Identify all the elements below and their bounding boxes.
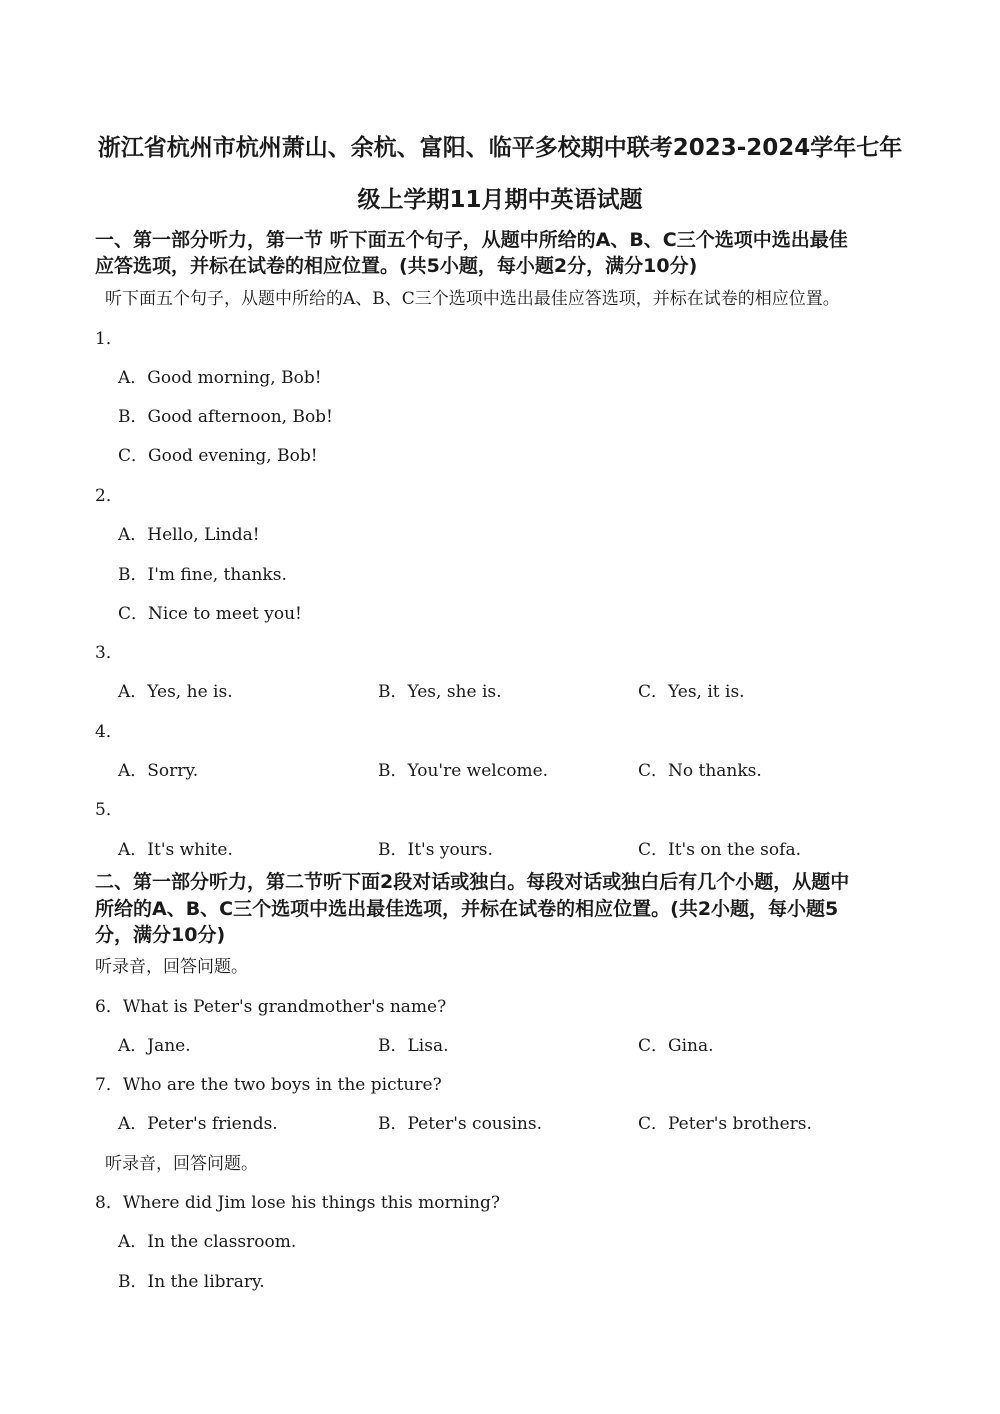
question-7-option-a: A．Peter's friends. <box>118 1114 278 1134</box>
question-3-option-b: B．Yes, she is. <box>378 682 502 702</box>
question-4-option-b: B．You're welcome. <box>378 761 549 781</box>
question-7 <box>95 1074 442 1096</box>
section-1-heading-line-2: 应答选项，并标在试卷的相应位置。(共5小题，每小题2分，满分10分) <box>95 255 698 277</box>
question-3-option-c: C．Yes, it is. <box>638 682 745 702</box>
section-1-heading-line-1: 一、第一部分听力，第一节 听下面五个句子，从题中所给的A、B、C三个选项中选出最佳 <box>95 229 848 251</box>
question-6 <box>95 996 446 1018</box>
question-6-option-c: C．Gina. <box>638 1036 714 1056</box>
question-6-option-b: B．Lisa. <box>378 1036 449 1056</box>
question-4-option-a: A．Sorry. <box>118 761 199 781</box>
question-1-option-b: B．Good afternoon, Bob! <box>118 407 333 427</box>
question-6-option-a: A．Jane. <box>118 1036 191 1056</box>
question-1-option-a: A．Good morning, Bob! <box>118 368 322 388</box>
exam-title-line-2: 级上学期11月期中英语试题 <box>357 187 643 213</box>
section-2-instruction-2: 听录音，回答问题。 <box>105 1154 258 1174</box>
question-3-option-a: A．Yes, he is. <box>118 682 233 702</box>
question-5-number: 5． <box>95 800 123 820</box>
question-7-number: 7． <box>95 1075 123 1095</box>
exam-title-line-1: 浙江省杭州市杭州萧山、余杭、富阳、临平多校期中联考2023-2024学年七年 <box>97 135 903 161</box>
question-2-option-a: A．Hello, Linda! <box>118 525 260 545</box>
section-2-heading-line-1: 二、第一部分听力，第二节听下面2段对话或独白。每段对话或独白后有几个小题，从题中 <box>95 871 850 893</box>
question-2-option-c: C．Nice to meet you! <box>118 604 302 624</box>
section-2-heading-line-3: 分，满分10分) <box>95 924 226 946</box>
question-7-option-c: C．Peter's brothers. <box>638 1114 812 1134</box>
question-1-number: 1． <box>95 329 123 349</box>
question-4-number: 4． <box>95 722 123 742</box>
question-5-option-c: C．It's on the sofa. <box>638 840 801 860</box>
question-7-option-b: B．Peter's cousins. <box>378 1114 542 1134</box>
question-8-option-b: B．In the library. <box>118 1272 265 1292</box>
question-7-stem: Who are the two boys in the picture? <box>122 1075 442 1095</box>
question-3-number: 3． <box>95 643 123 663</box>
section-1-instruction: 听下面五个句子，从题中所给的A、B、C三个选项中选出最佳应答选项，并标在试卷的相应位置。 <box>105 289 840 309</box>
question-8 <box>95 1192 500 1214</box>
question-6-stem: What is Peter's grandmother's name? <box>122 997 447 1017</box>
question-5-option-b: B．It's yours. <box>378 840 493 860</box>
question-6-number: 6． <box>95 997 123 1017</box>
question-2-option-b: B．I'm fine, thanks. <box>118 565 287 585</box>
question-8-stem: Where did Jim lose his things this morning? <box>122 1193 500 1213</box>
section-2-instruction-1: 听录音，回答问题。 <box>95 957 248 977</box>
question-8-number: 8． <box>95 1193 123 1213</box>
question-1-option-c: C．Good evening, Bob! <box>118 446 318 466</box>
question-5-option-a: A．It's white. <box>118 840 233 860</box>
question-8-option-a: A．In the classroom. <box>118 1232 297 1252</box>
section-2-heading-line-2: 所给的A、B、C三个选项中选出最佳选项，并标在试卷的相应位置。(共2小题，每小题5 <box>95 898 839 920</box>
question-2-number: 2． <box>95 486 123 506</box>
question-4-option-c: C．No thanks. <box>638 761 762 781</box>
